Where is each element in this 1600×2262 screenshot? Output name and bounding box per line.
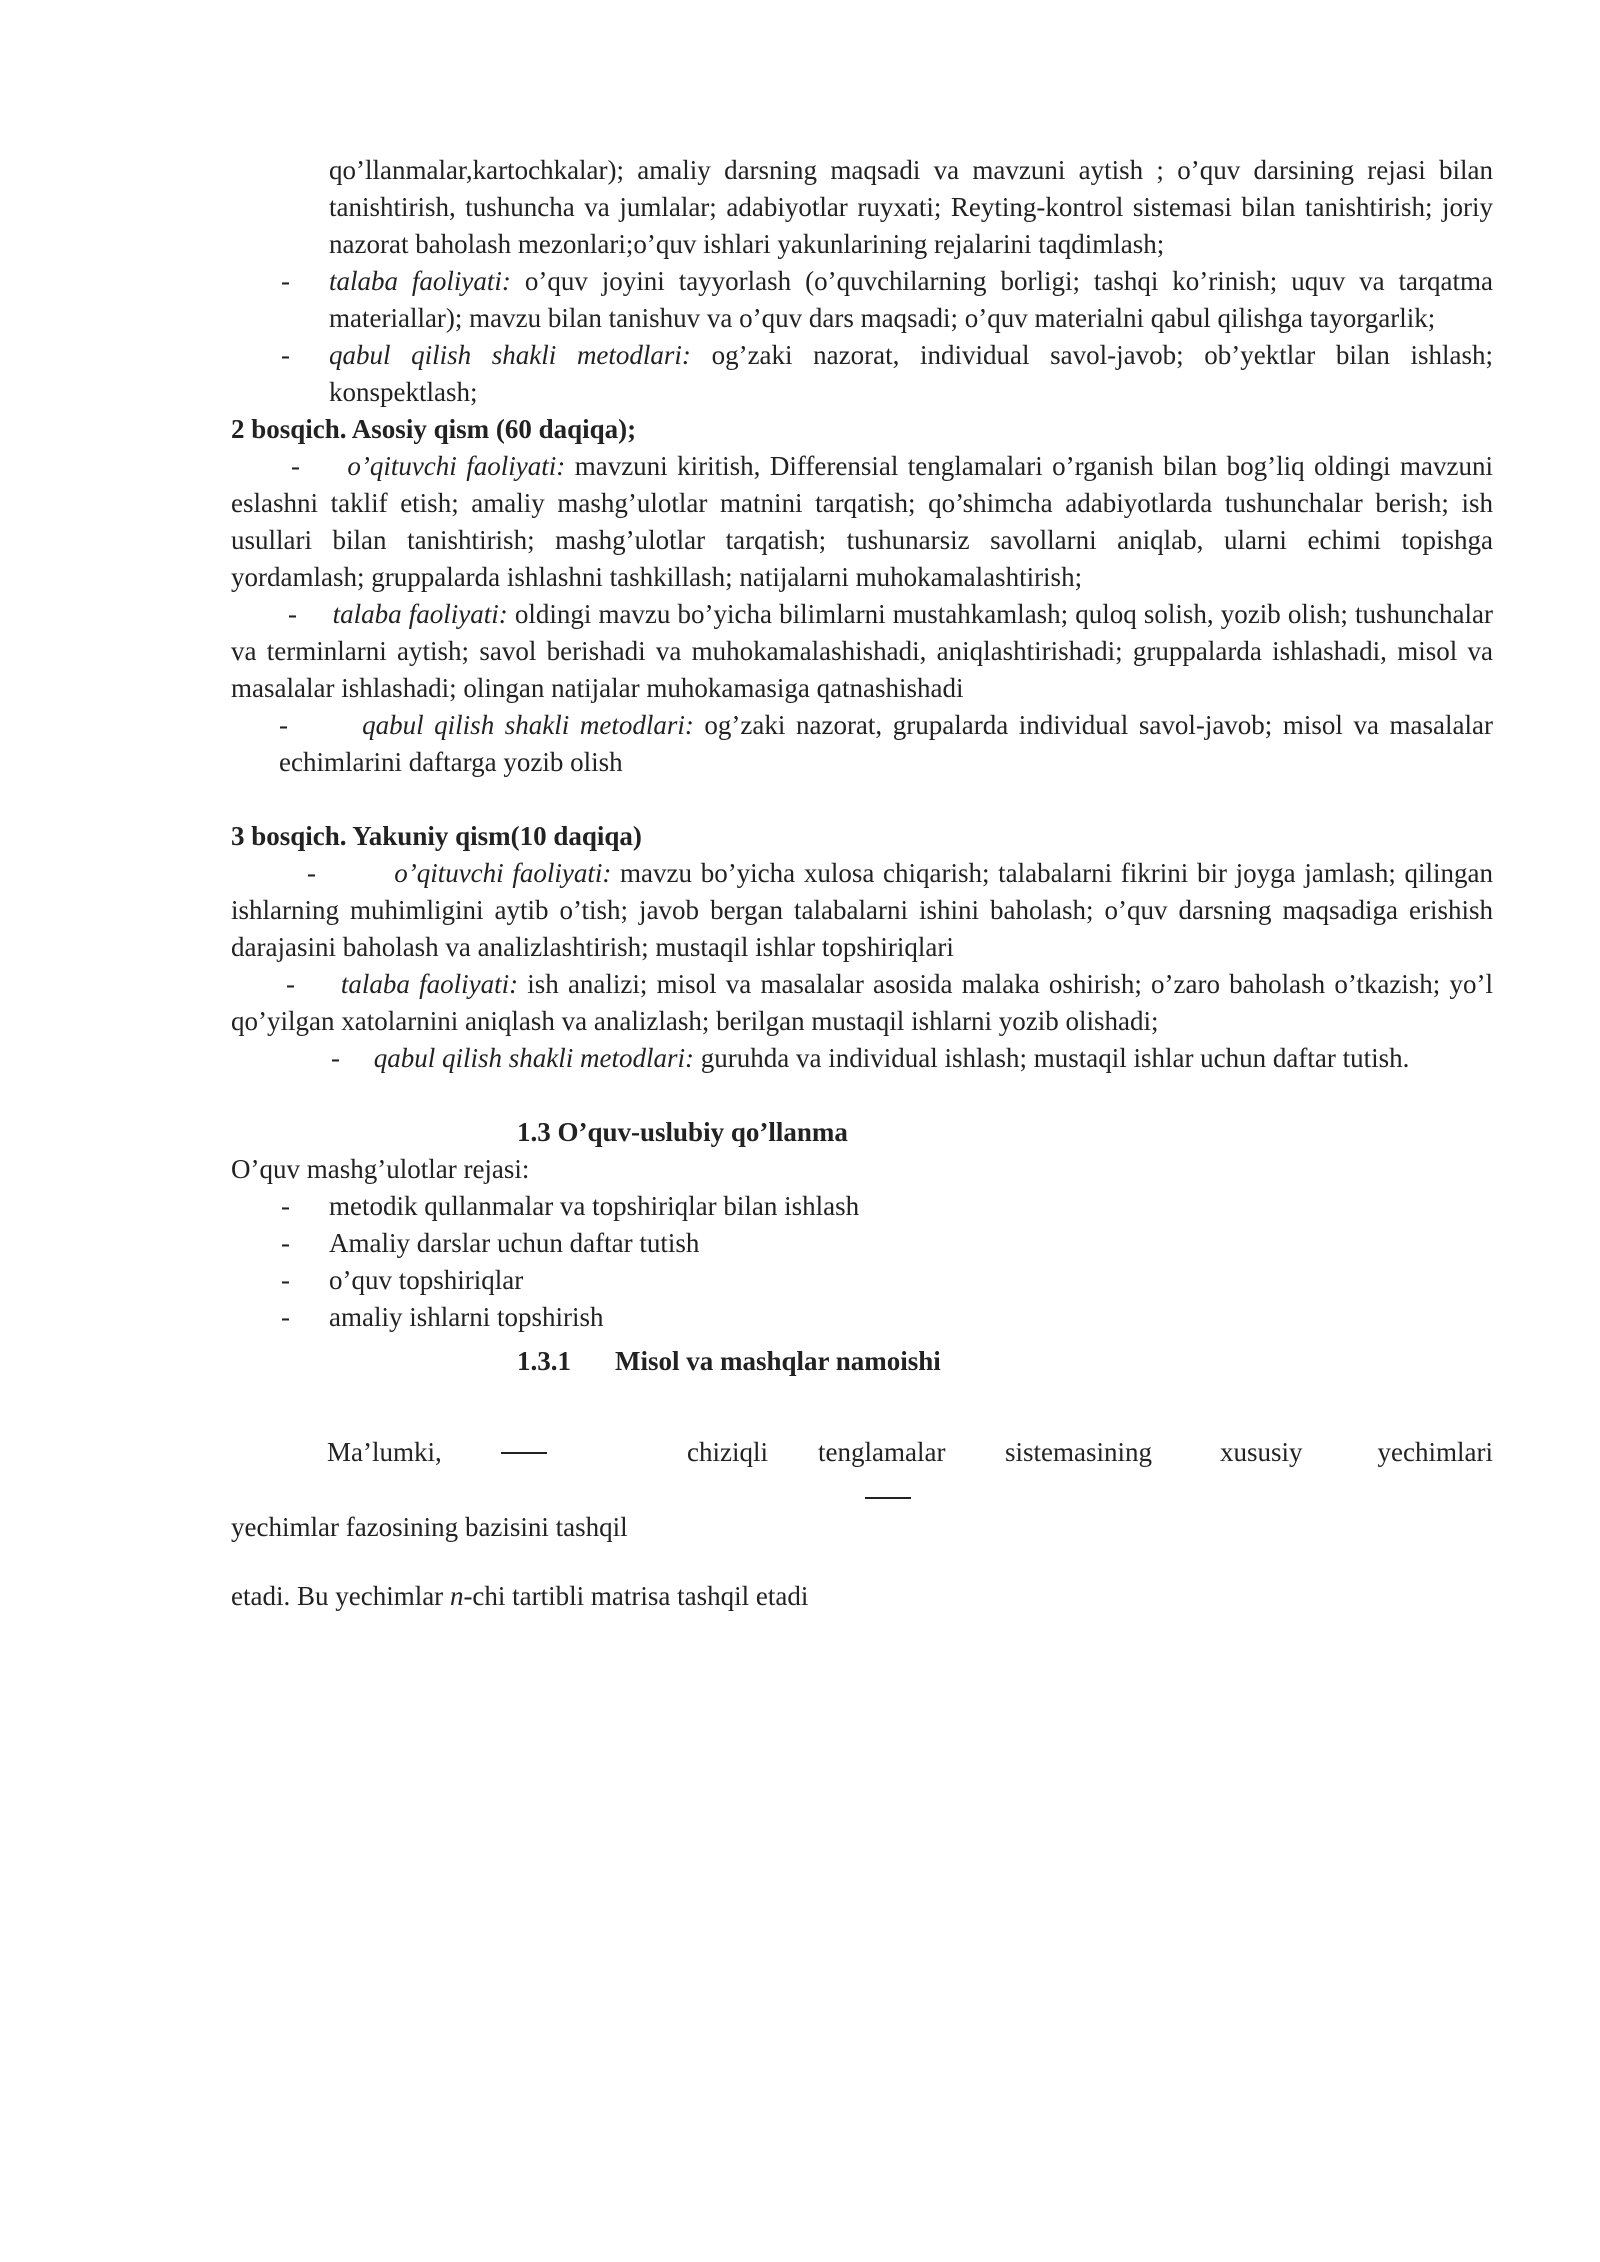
formula-text-line-1: [231, 1434, 1493, 1471]
section-number: 1.3.1: [517, 1346, 571, 1376]
formula-placeholder: [501, 1452, 547, 1454]
stage3-methods-paragraph: [231, 1040, 1493, 1077]
stage2-student-paragraph: [231, 596, 1493, 707]
item-label: o’qituvchi faoliyati:: [394, 858, 612, 888]
item-label: o’qituvchi faoliyati:: [347, 451, 566, 481]
section-1-3-intro: O’quv mashg’ulotlar rejasi:: [231, 1154, 530, 1184]
word: tashqil: [555, 1512, 628, 1542]
word: bazisini: [464, 1512, 549, 1542]
list-dash: -: [281, 1265, 290, 1295]
item-text: o’quv joyini tayyorlash (o’quvchilarning borligi; tashqi ko’rinish; uquv va tarqatma materiallar); mavzu bilan tanishuv va o’quv dars maqsadi; o’quv materialni qabul qilishga tayorgarlik;: [329, 266, 1493, 333]
item-text: guruhda va individual ishlash; mustaqil ishlar uchun daftar tutish.: [694, 1043, 1410, 1073]
stage2-heading: 2 bosqich. Asosiy qism (60 daqiqa);: [231, 414, 637, 444]
section-1-3-1-heading: [231, 1343, 1493, 1380]
stage2-methods-item: [231, 707, 1493, 781]
list-dash: -: [288, 599, 297, 629]
item-text: og’zaki nazorat, individual savol-javob; ob’yektlar bilan ishlash; konspektlash;: [329, 340, 1494, 407]
section-title: Misol va mashqlar namoishi: [615, 1346, 941, 1376]
list-item: [231, 1262, 1493, 1299]
list-item-text: metodik qullanmalar va topshiriqlar bilan ishlash: [329, 1191, 860, 1221]
section-1-3-heading: 1.3 O’quv-uslubiy qo’llanma: [517, 1117, 848, 1147]
word: chiziqli: [687, 1437, 768, 1467]
list-item-text: Amaliy darslar uchun daftar tutish: [329, 1228, 700, 1258]
document-page: [231, 152, 1493, 1615]
stage3-teacher-paragraph: [231, 855, 1493, 966]
item-text: mavzuni kiritish, Differensial tenglamalari o’rganish bilan bog’liq oldingi mavzuni eslashni taklif etish; amaliy mashg’ulotlar matnini tarqatish; qo’shimcha adabiyotlarda tushunchalar berish; ish usullari bilan tanishtirish; mashg’ulotlar tarqatish; tushunarsiz savollarni aniqlab, ularni echimi topishga yordamlash; gruppalarda ishlashni tashkillash; natijalarni muhokamalashtirish;: [231, 451, 1493, 592]
word: yechimlar: [231, 1512, 339, 1542]
list-item-text: amaliy ishlarni topshirish: [329, 1302, 604, 1332]
intro-continuation-text: qo’llanmalar,kartochkalar); amaliy darsning maqsadi va mavzuni aytish ; o’quv darsining rejasi bilan tanishtirish, tushuncha va jumlalar; adabiyotlar ruyxati; Reyting-kontrol sistemasi bilan tanishtirish; joriy nazorat baholash mezonlari;o’quv ishlari yakunlarining rejalarini taqdimlash;: [329, 155, 1493, 259]
word: yechimlari: [1377, 1437, 1493, 1467]
word: fazosining: [345, 1512, 459, 1542]
intro-continuation: [231, 152, 1493, 263]
item-label: qabul qilish shakli metodlari:: [373, 1043, 694, 1073]
list-item: [231, 1188, 1493, 1225]
list-dash: -: [279, 710, 288, 740]
list-dash: -: [331, 1043, 340, 1073]
stage3-student-paragraph: [231, 966, 1493, 1040]
list-dash: -: [281, 1228, 290, 1258]
item-text: og’zaki nazorat, grupalarda individual savol-javob; misol va masalalar echimlarini daftarga yozib olish: [279, 710, 1493, 777]
variable-n: n: [449, 1581, 464, 1611]
list-item: [231, 1299, 1493, 1336]
item-label: qabul qilish shakli metodlari:: [329, 340, 691, 370]
item-text: mavzu bo’yicha xulosa chiqarish; talabalarni fikrini bir joyga jamlash; qilingan ishlarning muhimligini aytib o’tish; javob bergan talabalarni ishini baholash; o’quv darsning maqsadiga erishish darajasini baholash va analizlashtirish; mustaqil ishlar topshiriqlari: [231, 858, 1493, 962]
list-dash: -: [307, 858, 316, 888]
word: xususiy: [1220, 1437, 1303, 1467]
intro-item-student: [231, 263, 1493, 337]
stage3-heading: 3 bosqich. Yakuniy qism(10 daqiqa): [231, 821, 642, 851]
word: Ma’lumki,: [327, 1437, 442, 1467]
intro-item-methods: [231, 337, 1493, 411]
item-label: talaba faoliyati:: [332, 599, 508, 629]
list-item-text: o’quv topshiriqlar: [329, 1265, 524, 1295]
list-dash: -: [281, 266, 290, 296]
stage2-teacher-paragraph: [231, 448, 1493, 596]
item-label: qabul qilish shakli metodlari:: [362, 710, 694, 740]
word: sistemasining: [1005, 1437, 1152, 1467]
item-label: talaba faoliyati:: [340, 969, 519, 999]
formula-placeholder: [865, 1497, 911, 1499]
formula-text-line-2: [231, 1509, 1493, 1546]
list-dash: -: [281, 1302, 290, 1332]
item-label: talaba faoliyati:: [329, 266, 511, 296]
list-dash: -: [281, 1191, 290, 1221]
formula-text-line-3: etadi. Bu yechimlar n-chi tartibli matrisa tashqil etadi: [231, 1581, 809, 1611]
item-text: ish analizi; misol va masalalar asosida malaka oshirish; o’zaro baholash o’tkazish; yo’l qo’yilgan xatolarnini aniqlash va analizlash; berilgan mustaqil ishlarni yozib olishadi;: [231, 969, 1493, 1036]
item-text: oldingi mavzu bo’yicha bilimlarni mustahkamlash; quloq solish, yozib olish; tushunchalar va terminlarni aytish; savol berishadi va muhokamalashishadi, aniqlashtirishadi; gruppalarda ishlashadi, misol va masalalar ishlashadi; olingan natijalar muhokamasiga qatnashishadi: [231, 599, 1493, 703]
list-dash: -: [281, 340, 290, 370]
word: tenglamalar: [818, 1437, 946, 1467]
list-dash: -: [286, 969, 295, 999]
list-dash: -: [291, 451, 300, 481]
list-item: [231, 1225, 1493, 1262]
